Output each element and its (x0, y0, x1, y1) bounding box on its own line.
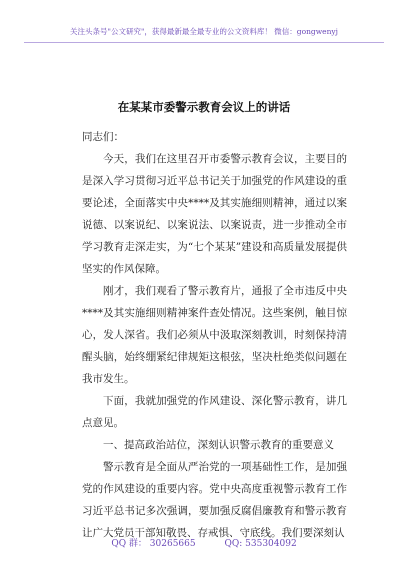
salutation: 同志们： (82, 131, 124, 143)
footer-qq: QQ: 535304092 (224, 539, 297, 549)
body-paragraph: 下面，我就加强党的作风建设、深化警示教育，讲几点意见。 (82, 395, 347, 429)
document-body (82, 126, 347, 544)
section-heading: 一、提高政治站位，深刻认识警示教育的重要意义 (103, 439, 334, 451)
page-header: 关注头条号"公文研究"，获得最新最全最专业的公文资料库！ 微信：gongwenyj (24, 26, 384, 43)
footer-qq-group: QQ 群： 30265665 (111, 539, 196, 549)
page-footer (0, 536, 408, 549)
body-paragraph: 刚才，我们观看了警示教育片，通报了全市违反中央****及其实施细则精神案件查处情况。这些案例，触目惊心，发人深省。我们必须从中汲取深刻教训，时刻保持清醒头脑，始终绷紧纪律规矩这根弦，坚决杜绝类似问题在我市发生。 (82, 285, 347, 385)
body-paragraph: 今天，我们在这里召开市委警示教育会议，主要目的是深入学习贯彻习近平总书记关于加强党的作风建设的重要论述，全面落实中央****及其实施细则精神，通过以案说德、以案说纪、以案说法、以案说责，进一步推动全市学习教育走深走实，为“七个某某”建设和高质量发展提供坚实的作风保障。 (82, 153, 347, 275)
body-paragraph: 警示教育是全面从严治党的一项基础性工作，是加强党的作风建设的重要内容。党中央高度重视警示教育工作习近平总书记多次强调，要加强反腐倡廉教育和警示教育让广大党员干部知敬畏、存戒惧、守底线。我们要深刻认 (82, 461, 347, 539)
document-title: 在某某市委警示教育会议上的讲话 (117, 100, 291, 114)
